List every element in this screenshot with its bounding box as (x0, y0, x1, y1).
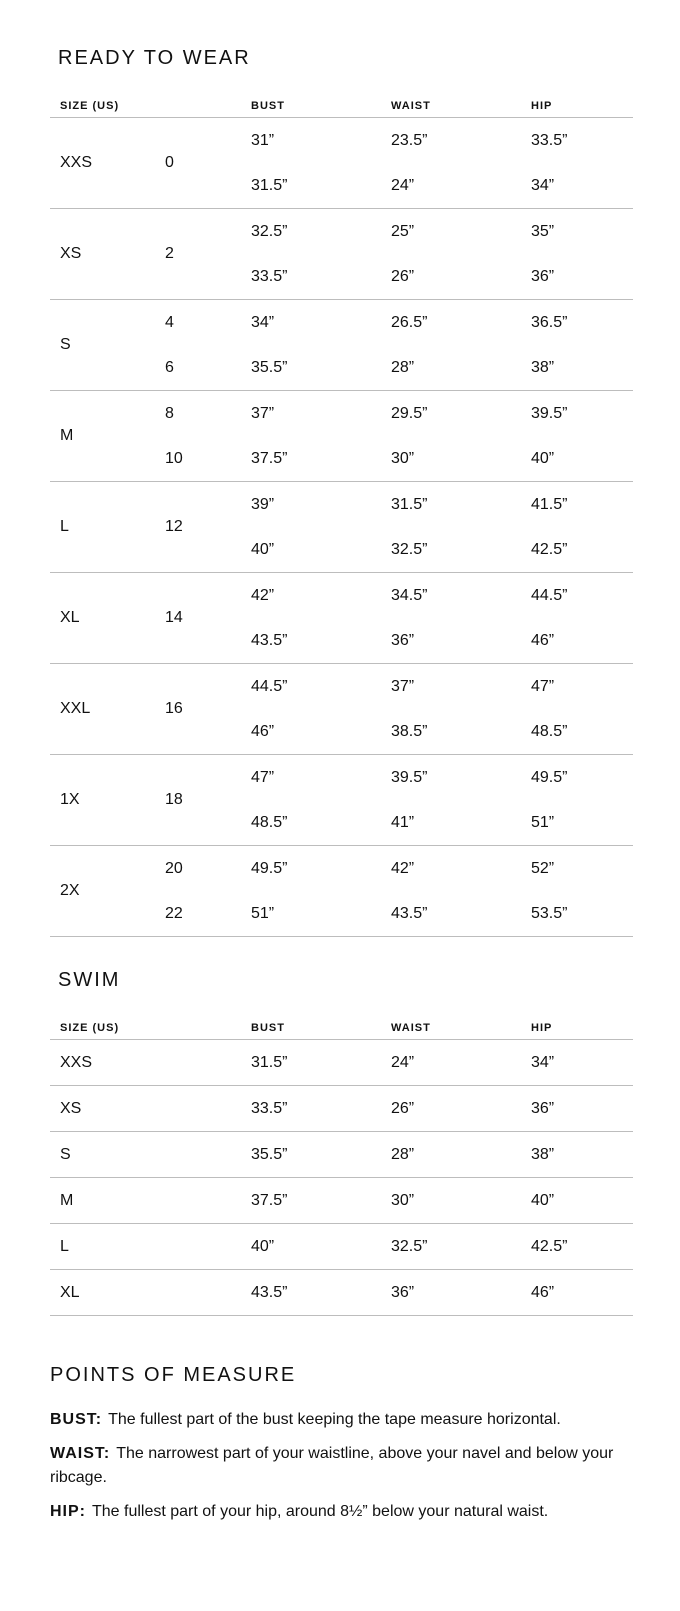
size-label: M (50, 1178, 241, 1224)
waist-description: The narrowest part of your waistline, above your navel and below your ribcage. (50, 1445, 614, 1486)
size-number: 8 (165, 404, 174, 422)
bust-value: 40” (241, 527, 381, 573)
bust-value: 31.5” (241, 1040, 381, 1086)
size-label: L (50, 482, 155, 573)
waist-value: 30” (381, 436, 521, 482)
hip-value: 34” (521, 163, 633, 209)
bust-definition (50, 1408, 633, 1432)
hip-value: 38” (521, 345, 633, 391)
swim-title: SWIM (58, 969, 121, 991)
bust-value: 34” (251, 313, 275, 331)
table-row (50, 1178, 633, 1224)
waist-value: 42” (391, 859, 415, 877)
bust-value: 31.5” (241, 163, 381, 209)
waist-value: 29.5” (391, 404, 428, 422)
waist-value: 34.5” (391, 586, 428, 604)
hip-value: 42.5” (521, 1224, 633, 1270)
size-label: 1X (50, 755, 155, 846)
size-label: M (50, 391, 155, 482)
waist-value: 24” (381, 1040, 521, 1086)
bust-value: 31” (251, 131, 275, 149)
hip-value: 38” (521, 1132, 633, 1178)
size-label: XL (50, 573, 155, 664)
hip-value: 48.5” (521, 709, 633, 755)
waist-value: 38.5” (381, 709, 521, 755)
waist-value: 30” (381, 1178, 521, 1224)
waist-value: 26.5” (391, 313, 428, 331)
size-number: 12 (155, 482, 241, 573)
size-number: 22 (155, 891, 241, 937)
hip-value: 36” (521, 1086, 633, 1132)
bust-value: 35.5” (241, 1132, 381, 1178)
bust-term: BUST: (50, 1411, 103, 1428)
hip-value: 46” (521, 1270, 633, 1316)
hip-value: 40” (521, 1178, 633, 1224)
bust-description: The fullest part of the bust keeping the tape measure horizontal. (108, 1411, 561, 1428)
table-header-row (50, 1017, 633, 1040)
size-number: 2 (155, 209, 241, 300)
bust-value: 44.5” (251, 677, 288, 695)
size-header: SIZE (US) (50, 1017, 241, 1040)
hip-value: 36” (521, 254, 633, 300)
size-label: 2X (50, 846, 155, 937)
bust-value: 46” (241, 709, 381, 755)
hip-value: 53.5” (521, 891, 633, 937)
waist-value: 24” (381, 163, 521, 209)
table-row (50, 1132, 633, 1178)
ready-to-wear-body (50, 118, 633, 937)
table-row (50, 1224, 633, 1270)
table-row (50, 1086, 633, 1132)
waist-value: 26” (381, 254, 521, 300)
hip-value: 52” (531, 859, 555, 877)
table-row (50, 1040, 633, 1086)
hip-value: 34” (521, 1040, 633, 1086)
size-label: XXL (50, 664, 155, 755)
swim-body (50, 1040, 633, 1316)
size-number: 18 (155, 755, 241, 846)
hip-value: 41.5” (531, 495, 568, 513)
points-of-measure-title: POINTS OF MEASURE (50, 1364, 297, 1386)
bust-value: 49.5” (251, 859, 288, 877)
swim-table (50, 1017, 633, 1316)
bust-value: 37.5” (241, 1178, 381, 1224)
bust-value: 32.5” (251, 222, 288, 240)
waist-value: 23.5” (391, 131, 428, 149)
hip-value: 40” (521, 436, 633, 482)
size-number: 0 (155, 118, 241, 209)
hip-header: HIP (521, 1017, 633, 1040)
waist-value: 37” (391, 677, 415, 695)
size-label: XXS (50, 1040, 241, 1086)
waist-value: 39.5” (391, 768, 428, 786)
bust-header: BUST (241, 95, 381, 118)
bust-value: 48.5” (241, 800, 381, 846)
size-number: 20 (165, 859, 183, 877)
hip-value: 46” (521, 618, 633, 664)
hip-value: 35” (531, 222, 555, 240)
hip-description: The fullest part of your hip, around 8½” below your natural waist. (92, 1503, 549, 1520)
waist-value: 36” (381, 618, 521, 664)
ready-to-wear-title: READY TO WEAR (58, 47, 251, 69)
hip-value: 51” (521, 800, 633, 846)
size-label: L (50, 1224, 241, 1270)
hip-definition (50, 1500, 633, 1524)
hip-value: 47” (531, 677, 555, 695)
table-row (50, 118, 633, 164)
bust-value: 39” (251, 495, 275, 513)
waist-header: WAIST (381, 1017, 521, 1040)
waist-value: 26” (381, 1086, 521, 1132)
waist-header: WAIST (381, 95, 521, 118)
waist-value: 28” (381, 345, 521, 391)
size-label: XS (50, 1086, 241, 1132)
hip-value: 36.5” (531, 313, 568, 331)
table-row (50, 391, 633, 437)
bust-value: 37” (251, 404, 275, 422)
table-row (50, 664, 633, 710)
waist-term: WAIST: (50, 1445, 111, 1462)
table-row (50, 482, 633, 528)
waist-value: 43.5” (381, 891, 521, 937)
bust-value: 47” (251, 768, 275, 786)
size-number: 10 (155, 436, 241, 482)
bust-value: 35.5” (241, 345, 381, 391)
bust-value: 33.5” (241, 254, 381, 300)
hip-header: HIP (521, 95, 633, 118)
size-header: SIZE (US) (50, 95, 155, 118)
bust-value: 43.5” (241, 618, 381, 664)
hip-value: 44.5” (531, 586, 568, 604)
waist-value: 36” (381, 1270, 521, 1316)
waist-value: 31.5” (391, 495, 428, 513)
bust-value: 33.5” (241, 1086, 381, 1132)
bust-value: 51” (241, 891, 381, 937)
waist-value: 25” (391, 222, 415, 240)
size-label: XXS (50, 118, 155, 209)
table-row (50, 755, 633, 801)
size-label: XL (50, 1270, 241, 1316)
waist-value: 41” (381, 800, 521, 846)
table-row (50, 846, 633, 892)
ready-to-wear-table (50, 95, 633, 937)
hip-value: 42.5” (521, 527, 633, 573)
table-row (50, 1270, 633, 1316)
hip-term: HIP: (50, 1503, 86, 1520)
waist-value: 32.5” (381, 1224, 521, 1270)
bust-value: 37.5” (241, 436, 381, 482)
bust-header: BUST (241, 1017, 381, 1040)
size-number-header (155, 95, 241, 118)
waist-value: 32.5” (381, 527, 521, 573)
waist-definition (50, 1442, 633, 1490)
size-number: 4 (165, 313, 174, 331)
hip-value: 33.5” (531, 131, 568, 149)
bust-value: 42” (251, 586, 275, 604)
waist-value: 28” (381, 1132, 521, 1178)
bust-value: 43.5” (241, 1270, 381, 1316)
table-row (50, 209, 633, 255)
hip-value: 49.5” (531, 768, 568, 786)
size-number: 6 (155, 345, 241, 391)
table-header-row (50, 95, 633, 118)
size-number: 16 (155, 664, 241, 755)
size-label: XS (50, 209, 155, 300)
table-row (50, 573, 633, 619)
points-of-measure-list (50, 1408, 633, 1534)
bust-value: 40” (241, 1224, 381, 1270)
size-number: 14 (155, 573, 241, 664)
hip-value: 39.5” (531, 404, 568, 422)
size-label: S (50, 300, 155, 391)
size-label: S (50, 1132, 241, 1178)
table-row (50, 300, 633, 346)
